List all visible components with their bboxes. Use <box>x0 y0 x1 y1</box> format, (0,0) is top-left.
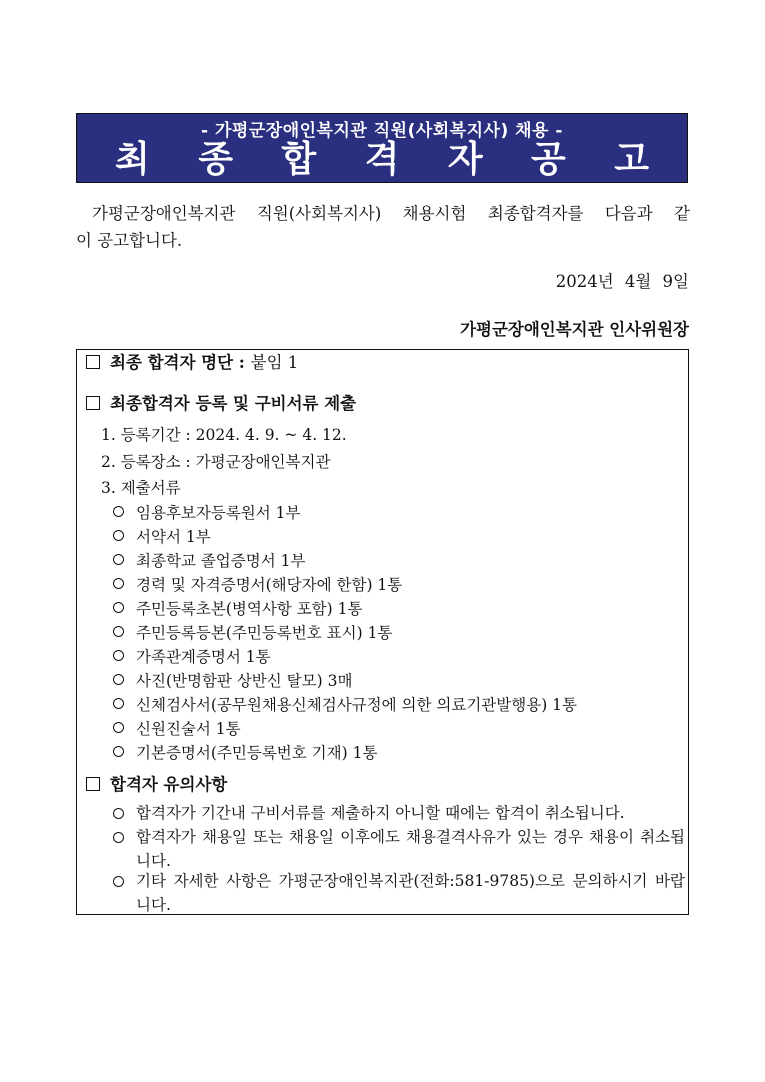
circle-bullet-icon <box>113 626 124 637</box>
title-char: 합 <box>281 139 317 180</box>
section-heading: 최종 합격자 명단 <box>110 353 234 372</box>
list-item: 3. 제출서류 <box>101 479 181 497</box>
title-char: 종 <box>198 139 233 180</box>
title-char: 격 <box>364 139 400 180</box>
document-item: 가족관계증명서 1통 <box>113 646 271 668</box>
intro-line-2: 이 공고합니다. <box>76 231 183 250</box>
document-item: 최종학교 졸업증명서 1부 <box>113 550 305 572</box>
circle-bullet-icon <box>113 876 124 887</box>
checkbox-square-icon <box>86 777 100 791</box>
banner-subtitle: - 가평군장애인복지관 직원(사회복지사) 채용 - <box>201 121 563 141</box>
document-item: 임용후보자등록원서 1부 <box>113 502 301 524</box>
content-box <box>76 349 689 915</box>
document-item: 신체검사서(공무원채용신체검사규정에 의한 의료기관발행용) 1통 <box>113 694 577 716</box>
circle-bullet-icon <box>113 602 124 613</box>
section-finalist-list <box>86 352 298 374</box>
document-item: 경력 및 자격증명서(해당자에 한함) 1통 <box>113 574 402 596</box>
section-heading: 합격자 유의사항 <box>110 775 228 794</box>
document-item: 서약서 1부 <box>113 526 211 548</box>
title-char: 공 <box>531 139 566 180</box>
circle-bullet-icon <box>113 722 124 733</box>
circle-bullet-icon <box>113 530 124 541</box>
signer: 가평군장애인복지관 인사위원장 <box>460 320 689 339</box>
note-item: 합격자가 기간내 구비서류를 제출하지 아니할 때에는 합격이 취소됩니다. <box>113 801 685 825</box>
title-char: 최 <box>115 139 150 180</box>
section-registration <box>86 393 356 415</box>
circle-bullet-icon <box>113 578 124 589</box>
document-item: 신원진술서 1통 <box>113 718 241 740</box>
title-banner <box>76 113 688 183</box>
circle-bullet-icon <box>113 506 124 517</box>
section-notes <box>86 774 227 796</box>
list-item: 2. 등록장소 : 가평군장애인복지관 <box>101 453 331 471</box>
checkbox-square-icon <box>86 355 100 369</box>
document-item: 기본증명서(주민등록번호 기재) 1통 <box>113 742 377 764</box>
circle-bullet-icon <box>113 674 124 685</box>
circle-bullet-icon <box>113 746 124 757</box>
circle-bullet-icon <box>113 832 124 843</box>
title-char: 자 <box>447 139 483 180</box>
circle-bullet-icon <box>113 650 124 661</box>
section-heading: 최종합격자 등록 및 구비서류 제출 <box>110 394 357 413</box>
banner-title <box>77 139 687 181</box>
circle-bullet-icon <box>113 554 124 565</box>
circle-bullet-icon <box>113 808 124 819</box>
checkbox-square-icon <box>86 396 100 410</box>
note-item: 합격자가 채용일 또는 채용일 이후에도 채용결격사유가 있는 경우 채용이 취소됩니다. <box>113 825 685 873</box>
document-item: 사진(반명함판 상반신 탈모) 3매 <box>113 670 352 692</box>
list-item: 1. 등록기간 : 2024. 4. 9. ~ 4. 12. <box>101 426 347 444</box>
note-item: 기타 자세한 사항은 가평군장애인복지관(전화:581-9785)으로 문의하시기 바랍니다. <box>113 869 685 917</box>
intro-line-1: 가평군장애인복지관 직원(사회복지사) 채용시험 최종합격자를 다음과 같 <box>92 204 690 223</box>
circle-bullet-icon <box>113 698 124 709</box>
document-item: 주민등록초본(병역사항 포함) 1통 <box>113 598 362 620</box>
document-item: 주민등록등본(주민등록번호 표시) 1통 <box>113 622 392 644</box>
announcement-date: 2024년 4월 9일 <box>555 272 689 291</box>
section-value: 붙임 1 <box>250 353 299 372</box>
intro-paragraph <box>76 200 690 254</box>
section-separator: : <box>233 353 251 372</box>
title-char: 고 <box>614 139 649 180</box>
